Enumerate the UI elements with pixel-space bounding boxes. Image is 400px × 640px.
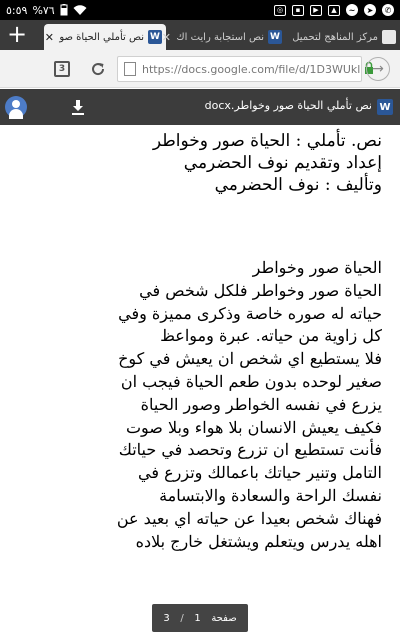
file-title: نص تأملي الحياة صور وخواطر.docx [204, 99, 372, 112]
page-favicon-icon [382, 30, 396, 44]
body-line: نفسك الراحة والسعادة والابتسامة [159, 485, 382, 505]
tab-title: مركز المناهج لتحميل [292, 31, 378, 43]
reload-button[interactable] [86, 57, 110, 81]
header-line: إعداد وتقديم نوف الحضرمي [183, 153, 382, 173]
page-icon [124, 62, 136, 76]
new-tab-button[interactable]: + [6, 20, 28, 48]
tab-active[interactable] [44, 24, 166, 50]
body-line: التامل وتنير حياتك باعمالك وتزرع في [138, 463, 382, 483]
body-line: كل زاوية من حياته. عبرة ومواعظ [160, 326, 382, 346]
download-icon [71, 99, 85, 115]
tab-inactive[interactable] [161, 24, 286, 50]
body-line: صغير لوحده بدون طعم الحياة فيجب ان [120, 371, 382, 391]
page-label: صفحة [211, 612, 237, 624]
page-total: 3 [163, 612, 170, 624]
word-file-icon: W [377, 99, 393, 115]
play-icon: ▶ [310, 5, 322, 16]
telegram-icon: ➤ [364, 4, 376, 16]
word-favicon-icon: W [268, 30, 282, 44]
reload-icon [90, 61, 106, 77]
tab-title: نص تأملي الحياة صو [59, 31, 144, 43]
document-body-block [10, 257, 382, 553]
notification-icon: ▪ [292, 5, 304, 16]
body-line: الحياة صور وخواطر [252, 258, 382, 277]
forward-icon: → [372, 61, 384, 77]
gallery-icon: ▲ [328, 5, 340, 16]
page-indicator [152, 604, 248, 632]
body-line: فهناك شخص بعيدا عن حياته اي بعيد عن [116, 508, 382, 528]
tabs-icon: 3 [54, 61, 70, 77]
url-text: https://docs.google.com/file/d/1D3WUkl [142, 62, 361, 76]
tabs-switcher-button[interactable] [50, 57, 74, 81]
document-page[interactable] [0, 125, 400, 640]
page-separator: / [180, 612, 184, 624]
chrome-icon: ◎ [274, 5, 286, 16]
clock: ٥:٥٩ [6, 3, 28, 17]
status-right-group [274, 0, 394, 20]
battery-icon [60, 4, 68, 16]
tab-close-icon[interactable]: ✕ [161, 30, 171, 44]
whatsapp-icon: ✆ [382, 4, 394, 16]
address-bar[interactable] [117, 56, 362, 82]
status-left-group [6, 0, 87, 20]
tab-inactive[interactable] [288, 24, 400, 50]
messenger-icon: ~ [346, 4, 358, 16]
header-line: نص. تأملي : الحياة صور وخواطر [152, 131, 382, 151]
document-header-block [10, 130, 382, 196]
body-line: الحياة صور وخواطر فلكل شخص في [139, 280, 382, 300]
account-icon[interactable] [5, 96, 27, 118]
body-line: حياته له صوره خاصة وذكرى مميزة وفي [118, 303, 382, 323]
body-line: اهله يدرس ويتعلم ويشتغل خارج بلاده [135, 531, 382, 551]
body-line: فلا يستطيع اي شخص ان يعيش في كوخ [118, 349, 382, 369]
body-line: فكيف يعيش الانسان بلا هواء وبلا صوت [125, 417, 382, 437]
wifi-icon [73, 5, 87, 16]
body-line: يزرع في نفسه الخواطر وصور الحياة [140, 394, 382, 414]
tab-close-icon[interactable]: ✕ [44, 30, 54, 44]
tab-title: نص استجابة رايت اك [176, 31, 264, 43]
forward-button[interactable] [366, 57, 390, 81]
body-line: فأنت تستطيع ان تزرع وتحصد في حياتك [118, 440, 382, 460]
tab-bar [0, 20, 400, 50]
status-bar [0, 0, 400, 20]
battery-percent: %٧٦ [32, 3, 55, 17]
download-button[interactable] [68, 97, 88, 117]
word-favicon-icon: W [148, 30, 162, 44]
browser-toolbar [0, 50, 400, 88]
header-line: وتأليف : نوف الحضرمي [214, 175, 382, 195]
page-current: 1 [194, 612, 201, 624]
viewer-header [0, 89, 400, 125]
